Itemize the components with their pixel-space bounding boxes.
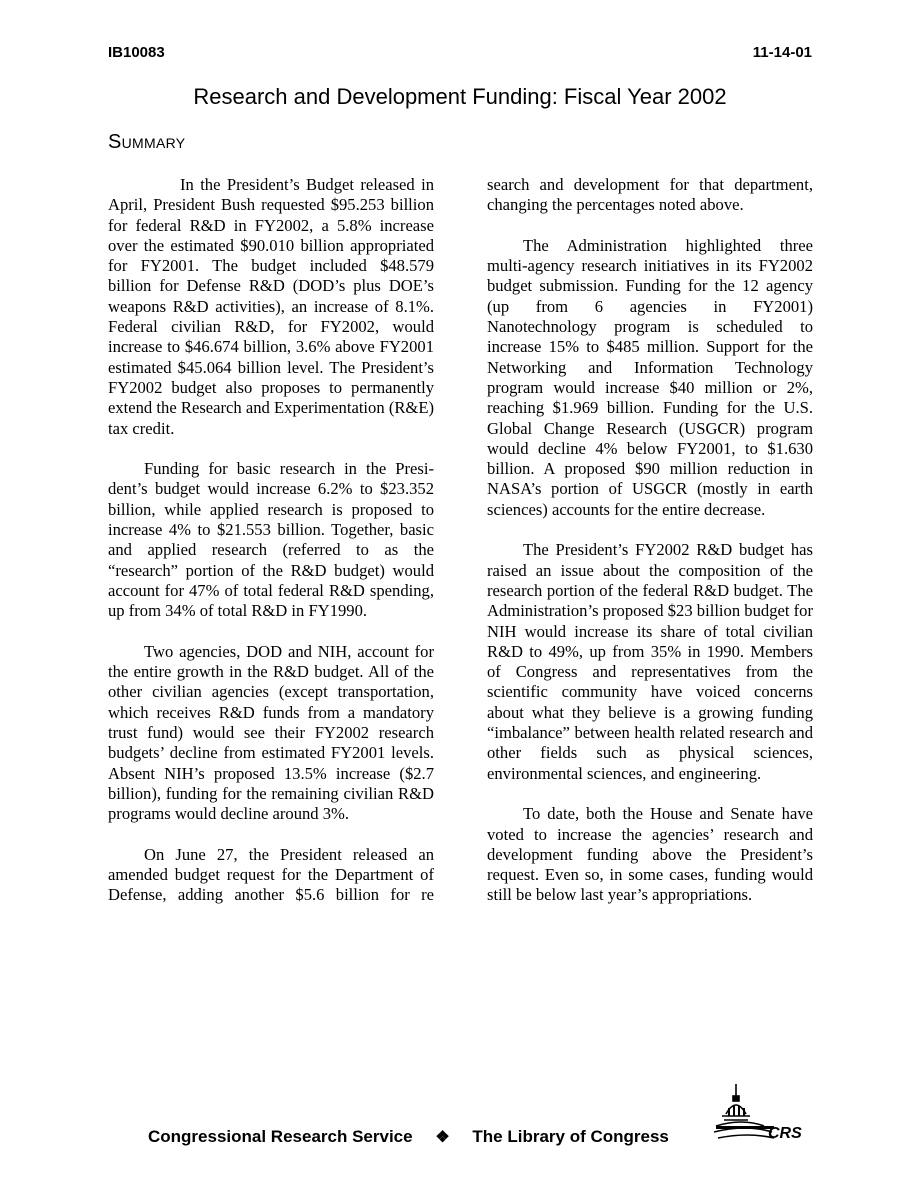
- paragraph: search and development for that department, changing the percentages noted above.: [487, 175, 813, 215]
- paragraph: Two agencies, DOD and NIH, account for the entire growth in the R&D budget. All of the other civilian agencies (except transportation, which receives R&D funds from a mandatory trust fund) would see their FY2002 research budgets’ decline from estimated FY2001 levels. Absent NIH’s proposed 13.5% increase ($2.7 billion), funding for the remaining civilian R&D programs would decline around 3%.: [108, 641, 434, 824]
- footer-org: Congressional Research Service: [148, 1127, 413, 1146]
- paragraph: The President’s FY2002 R&D budget has raised an issue about the composition of the research portion of the federal R&D budget. The Administration’s proposed $23 billion budget for NIH would increase its share of total civilian R&D to 49%, up from 35% in 1990. Members of Congress and representatives from the scientific community have voiced concerns about what they believe is a growing funding “imbalance” between health related research and other fields such as physical sciences, environmental sciences, and engineering.: [487, 540, 813, 783]
- crs-capitol-logo: [712, 1082, 812, 1150]
- paragraph: To date, both the House and Senate have voted to increase the agencies’ research and development funding above the President’s request. Even so, in some cases, funding would still be below last year’s appropriations.: [487, 804, 813, 905]
- paragraph: Funding for basic research in the President’s budget would increase 6.2% to $23.352 billion, while applied research is proposed to increase 4% to $21.553 billion. Together, basic and applied research (referred to as the “research” portion of the R&D budget) would account for 47% of total federal R&D spending, up from 34% of total R&D in FY1990.: [108, 459, 434, 621]
- right-column: [487, 175, 813, 926]
- crs-logo-text: CRS: [768, 1125, 802, 1142]
- diamond-separator-icon: ❖: [435, 1129, 450, 1146]
- paragraph: The Administration highlighted three multi-agency research initiatives in its FY2002 budget submission. Funding for the 12 agency (up from 6 agencies in FY2001) Nanotechnology program is scheduled to increase 15% to $485 million. Support for the Networking and Information Technology program would increase $40 million or 2%, reaching $1.969 billion. Funding for the U.S. Global Change Research (USGCR) program would decline 4% below FY2001, to $1.630 billion. A proposed $90 million reduction in NASA’s portion of USGCR (mostly in earth sciences) accounts for the entire decrease.: [487, 235, 813, 519]
- document-title: Research and Development Funding: Fiscal Year 2002: [193, 84, 727, 109]
- paragraph: In the President’s Budget released in April, President Bush requested $95.253 billion for federal R&D in FY2002, a 5.8% increase over the estimated $90.010 billion appropriated for FY2001. The budget included $48.579 billion for Defense R&D (DOD’s plus DOE’s weapons R&D activities), an increase of 8.1%. Federal civilian R&D, for FY2002, would increase to $46.674 billion, 3.6% above FY2001 estimated $45.064 billion level. The President’s FY2002 budget also proposes to permanently extend the Research and Experimentation (R&E) tax credit.: [108, 175, 434, 438]
- section-heading: Summary: [108, 131, 186, 153]
- footer-library: The Library of Congress: [472, 1127, 669, 1146]
- left-column: [108, 175, 434, 926]
- report-date: 11-14-01: [752, 44, 812, 61]
- footer: [148, 1127, 669, 1147]
- report-id: IB10083: [108, 44, 165, 61]
- paragraph: On June 27, the President released an amended budget request for the Department of Defense, adding another $5.6 billion for re: [108, 844, 434, 905]
